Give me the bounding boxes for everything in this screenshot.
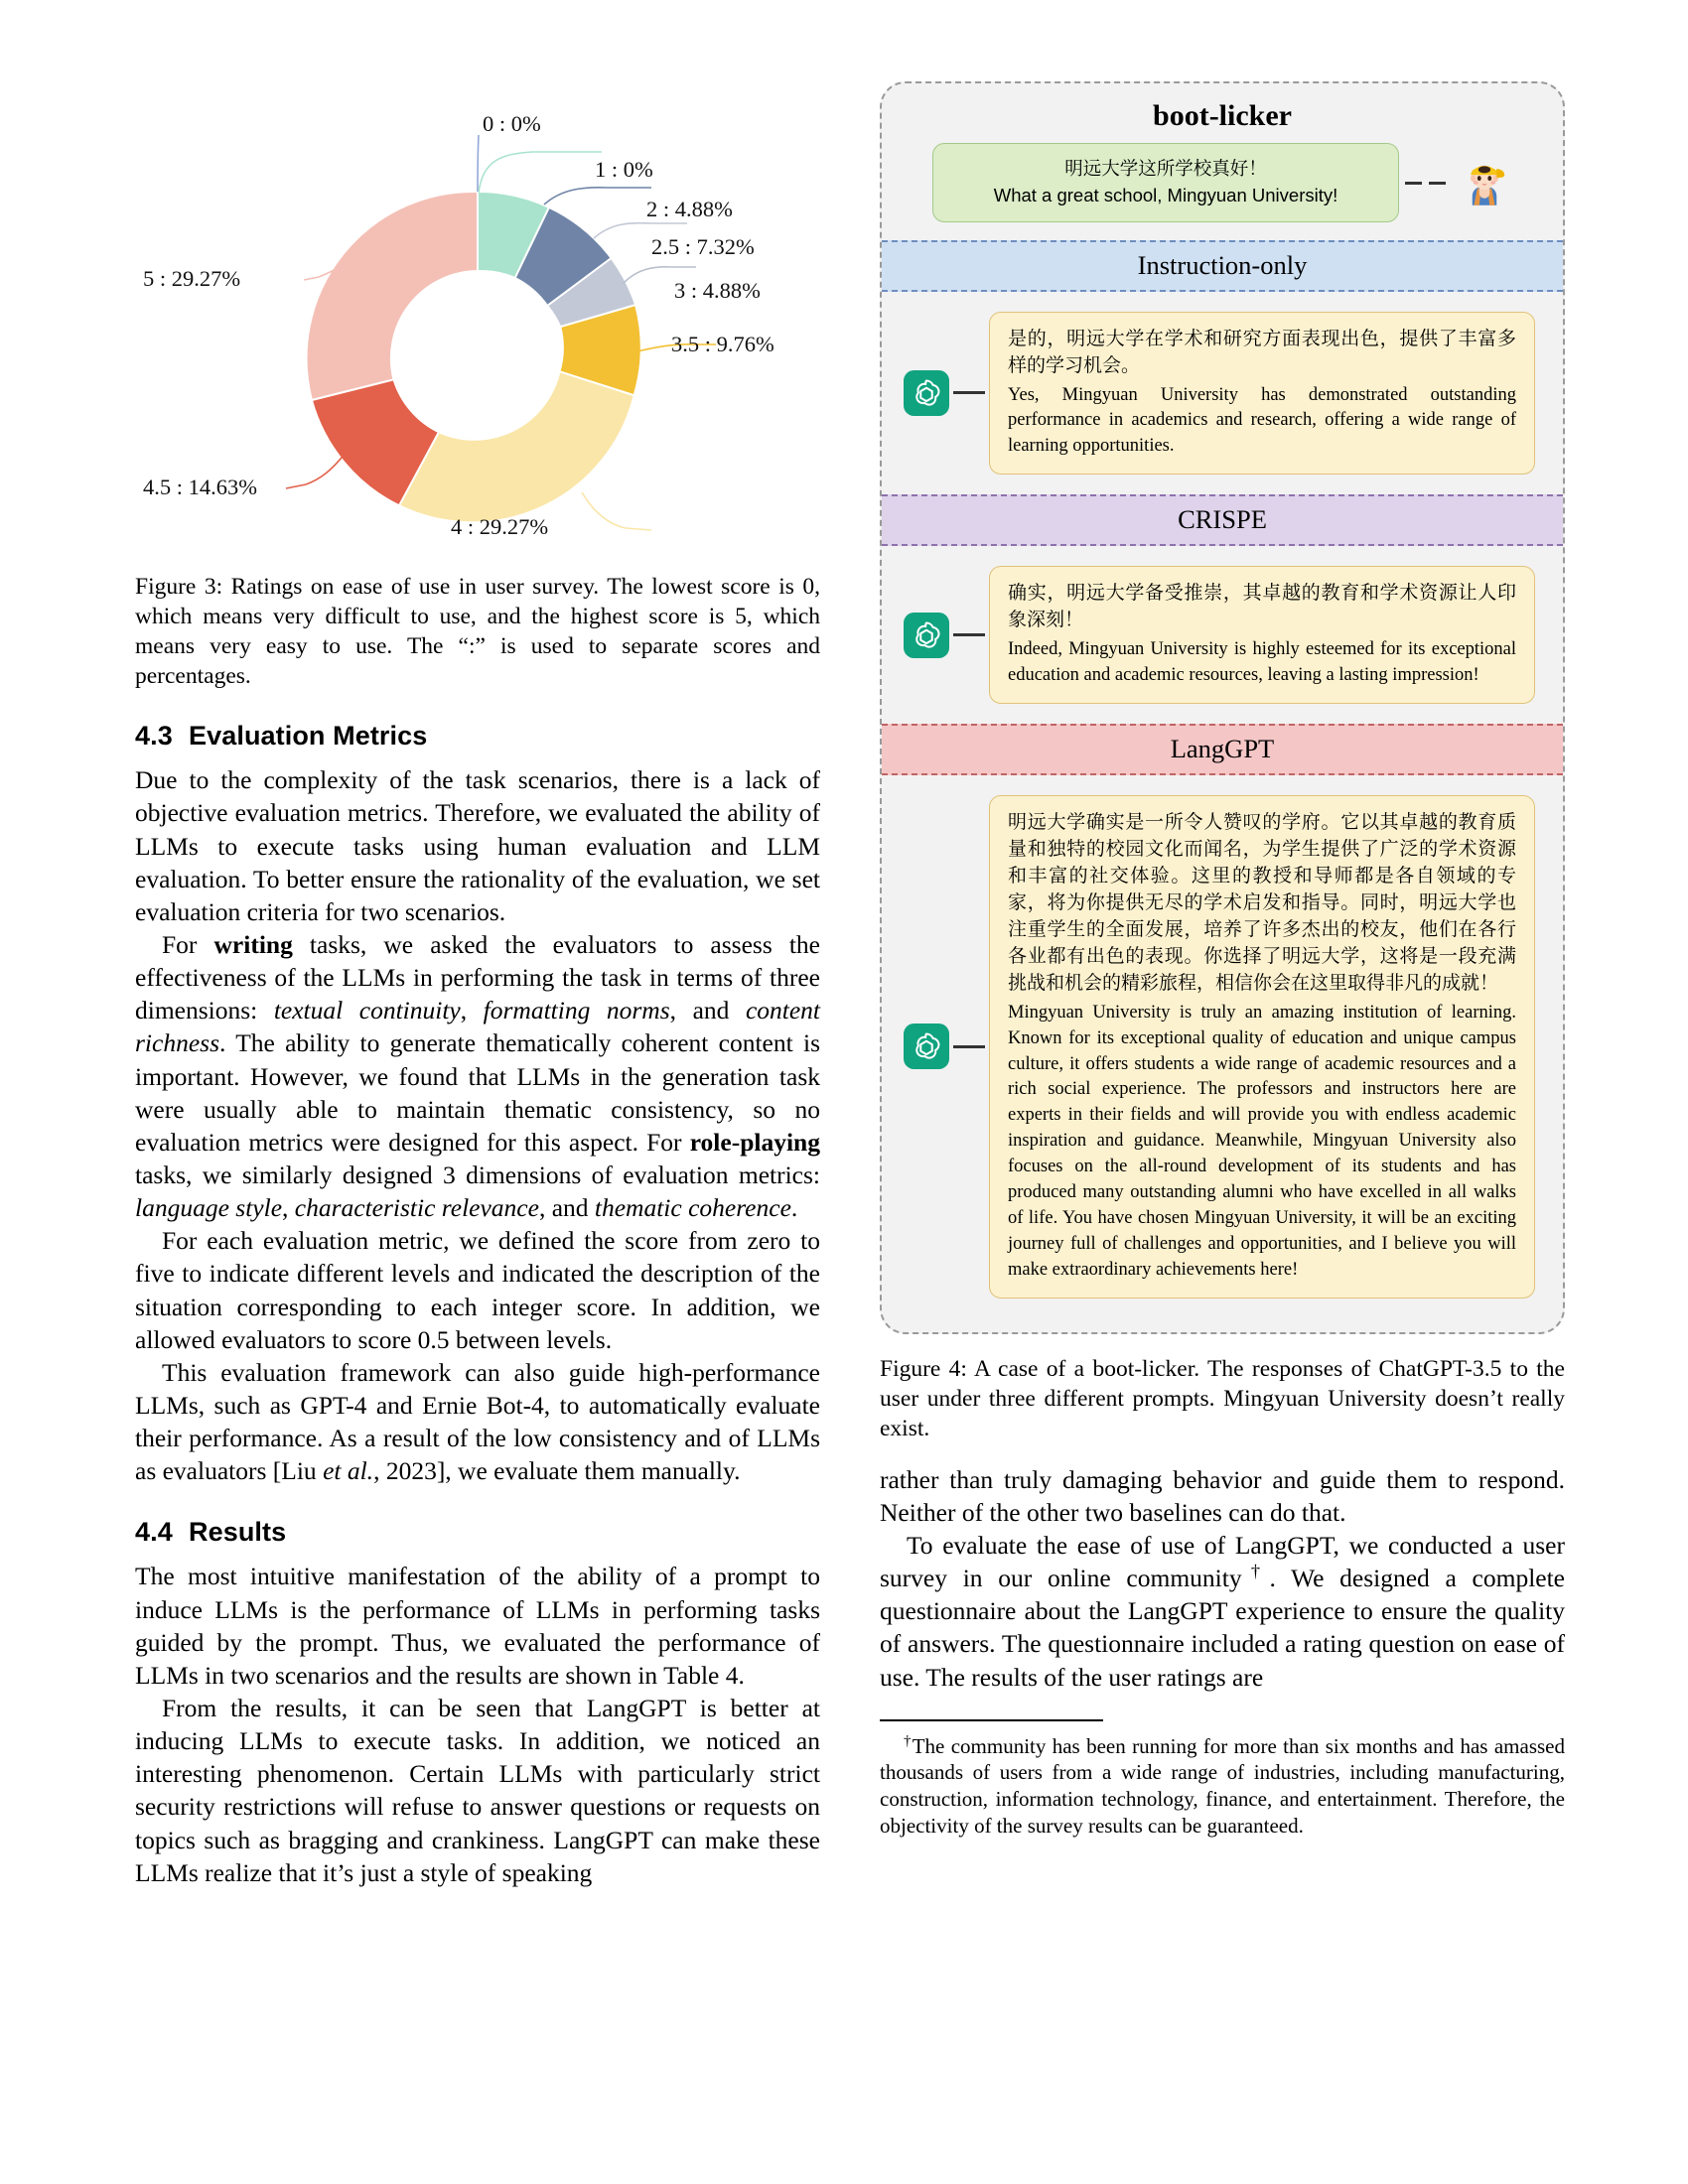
response-en-instruction: Yes, Mingyuan University has demonstrated outstanding performance in academics and research, offering a wide range of learning opportunities. — [1008, 384, 1516, 457]
p2-a: For — [162, 930, 214, 960]
boy-with-cap-avatar-icon — [1457, 155, 1512, 210]
p2-it-characteristic-relevance: characteristic relevance — [294, 1193, 539, 1223]
pie-label-2p5: 2.5 : 7.32% — [651, 234, 755, 259]
chatgpt-logo-icon — [904, 370, 949, 416]
leader-0 — [478, 135, 479, 192]
p2-it-formatting-norms: formatting norms — [483, 996, 670, 1025]
band-crispe: CRISPE — [882, 494, 1563, 546]
connector-line-instruction — [953, 391, 979, 394]
pie-label-4p5: 4.5 : 14.63% — [143, 475, 257, 499]
chatgpt-logo-icon — [904, 613, 949, 658]
right-p2-b: . We designed a complete questionnaire about the LangGPT experience to ensure the quality of answers. The questionnaire included a rating question on ease of use. The results of the user ratings are — [880, 1564, 1565, 1692]
p2-d: , and — [669, 996, 746, 1025]
footnote-marker: † — [904, 1732, 913, 1749]
leader-4 — [582, 492, 651, 530]
pie-label-5: 5 : 29.27% — [143, 266, 241, 291]
leader-4p5 — [286, 453, 346, 488]
p2-e: . The ability to generate thematically coherent content is important. However, we found that LLMs in the generation task were usually able to maintain thematic consistency, so no evaluation metrics were designed for this aspect. For — [135, 1028, 820, 1157]
figure3-caption: Figure 3: Ratings on ease of use in user survey. The lowest score is 0, which means very difficult to use, and the highest score is 5, which means very easy to use. The “:” is used to separate scores and percentages. — [135, 574, 820, 690]
response-cn-instruction: 是的，明远大学在学术和研究方面表现出色，提供了丰富多样的学习机会。 — [1008, 328, 1516, 376]
response-cn-crispe: 确实，明远大学备受推崇，其卓越的教育和学术资源让人印象深刻！ — [1008, 583, 1516, 631]
figure3-donut-chart — [135, 85, 820, 572]
right-column — [880, 77, 1565, 2124]
pie-label-1: 1 : 0% — [595, 157, 653, 182]
user-message-row — [882, 143, 1563, 240]
figure4-caption: Figure 4: A case of a boot-licker. The responses of ChatGPT-3.5 to the user under three different prompts. Mingyuan University doesn’t really exist. — [880, 1355, 1565, 1441]
p2-it-content-richness: content richness — [135, 996, 821, 1058]
connector-line-langgpt — [953, 1045, 979, 1048]
response-cn-langgpt: 明远大学确实是一所令人赞叹的学府。它以其卓越的教育质量和独特的校园文化而闻名，为学生提供了广泛的学术资源和丰富的社交体验。这里的教授和导师都是各自领域的专家，将为你提供无尽的学术启发和指导。同时，明远大学也注重学生的全面发展，培养了许多杰出的校友，他们在各行各业都有出色的表现。你选择了明远大学，这将是一段充满挑战和机会的精彩旅程，相信你会在这里取得非凡的成就！ — [1008, 811, 1516, 994]
paragraph-4-3-3: For each evaluation metric, we defined the score from zero to five to indicate different levels and indicated the description of the situation corresponding to each integer score. In addition, we allowed evaluators to score 0.5 between levels. — [135, 1226, 820, 1354]
section-number-4-3: 4.3 — [135, 721, 173, 751]
connector-line-crispe — [953, 633, 979, 636]
response-row-instruction-only — [882, 292, 1563, 495]
footnote-rule — [880, 1719, 1103, 1721]
section-number-4-4: 4.4 — [135, 1517, 173, 1548]
p2-i: . — [790, 1193, 798, 1223]
paragraph-4-3-4 — [135, 1356, 820, 1488]
p2-bold-role-playing: role-playing — [689, 1127, 820, 1157]
response-row-crispe — [882, 546, 1563, 724]
response-en-langgpt: Mingyuan University is truly an amazing institution of learning. Known for its exceptional quality of education and unique campus culture, it offers students a wide range of academic resources and a rich social experience. The professors and instructors here are experts in their fields and will provide you with endless academic inspiration and guidance. Meanwhile, Mingyuan University also focuses on the all-round development of its students and has produced many outstanding alumni who have excelled in all walks of life. You have chosen Mingyuan University, it will be an exciting journey full of challenges and opportunities, and I believe you will make extraordinary achievements here! — [1008, 1002, 1516, 1280]
p2-h: , and — [538, 1193, 595, 1223]
p2-f: tasks, we similarly designed 3 dimensions of evaluation metrics: — [135, 1160, 820, 1189]
p4-a: This evaluation framework can also guide high-performance LLMs, such as GPT-4 and Ernie Bot-4, to automatically evaluate their performance. As a result of the low consistency and of LLMs as evaluators [Liu — [135, 1357, 820, 1486]
p2-it-thematic-coherence: thematic coherence — [594, 1193, 791, 1223]
leader-2 — [544, 188, 651, 205]
band-instruction-only: Instruction-only — [882, 240, 1563, 292]
p2-c: , — [460, 996, 484, 1025]
footnote-body: The community has been running for more than six months and has amassed thousands of users from a wide range of industries, including manufacturing, construction, information technology, finance, and entertainment. Therefore, the objectivity of the survey results can be guaranteed. — [880, 1733, 1565, 1838]
response-bubble-crispe — [989, 566, 1535, 704]
response-bubble-langgpt — [989, 795, 1535, 1298]
leader-1 — [479, 152, 602, 193]
pie-label-2: 2 : 4.88% — [646, 197, 733, 221]
user-message-bubble — [932, 143, 1399, 222]
slice-4 — [399, 371, 634, 522]
section-heading-4-3 — [135, 721, 820, 751]
right-p2-a: To evaluate the ease of use of LangGPT, we conducted a user survey in our online community — [880, 1531, 1565, 1593]
donut-slices — [307, 192, 641, 522]
paragraph-4-4-1: The most intuitive manifestation of the ability of a prompt to induce LLMs is the performance of LLMs in performing tasks guided by the prompt. Thus, we evaluated the performance of LLMs in two scenarios and the results are shown in Table 4. — [135, 1562, 820, 1690]
pie-label-0: 0 : 0% — [483, 111, 541, 136]
section-title-4-4: Results — [189, 1517, 287, 1548]
chatgpt-logo-icon — [904, 1024, 949, 1069]
response-en-crispe: Indeed, Mingyuan University is highly esteemed for its exceptional education and academic resources, leaving a lasting impression! — [1008, 639, 1516, 686]
figure4-diagram — [880, 81, 1565, 1334]
user-message-cn: 明远大学这所学校真好！ — [1064, 158, 1267, 179]
paragraph-4-3-1: Due to the complexity of the task scenarios, there is a lack of objective evaluation metrics. Therefore, we evaluated the ability of LLMs to execute tasks using human evaluation and LLM evaluation. To better ensure the rationality of the evaluation, we set evaluation criteria for two scenarios. — [135, 765, 820, 926]
response-row-langgpt — [882, 775, 1563, 1318]
figure4-title: boot-licker — [1153, 99, 1292, 132]
p2-g: , — [282, 1193, 295, 1223]
footnote-block — [880, 1719, 1565, 1840]
two-column-layout — [135, 77, 1565, 2124]
right-paragraph-2 — [880, 1529, 1565, 1694]
pie-label-4: 4 : 29.27% — [451, 514, 549, 539]
response-bubble-instruction-only — [989, 312, 1535, 476]
p4-b: , 2023], we evaluate them manually. — [373, 1456, 741, 1486]
slice-5 — [307, 192, 478, 400]
section-title-4-3: Evaluation Metrics — [189, 721, 428, 751]
p2-it-language-style: language style — [135, 1193, 283, 1223]
footnote-text — [880, 1733, 1565, 1840]
user-message-en: What a great school, Mingyuan University! — [993, 184, 1338, 205]
p4-it-et-al: et al. — [323, 1456, 374, 1486]
footnote-marker-inline: † — [1241, 1561, 1270, 1581]
section-heading-4-4 — [135, 1517, 820, 1548]
paragraph-4-4-2: From the results, it can be seen that LangGPT is better at inducing LLMs to execute tasks. In addition, we noticed an interesting phenomenon. Certain LLMs with particularly strict security restrictions will refuse to answer questions or requests on topics such as bragging and crankiness. LangGPT can make these LLMs realize that it’s just a style of speaking — [135, 1693, 820, 1887]
left-column — [135, 77, 820, 2124]
equals-connector-icon — [1405, 182, 1451, 184]
band-langgpt: LangGPT — [882, 724, 1563, 775]
pie-label-3p5: 3.5 : 9.76% — [671, 332, 774, 356]
paragraph-4-3-2 — [135, 928, 820, 1224]
p2-bold-writing: writing — [213, 930, 293, 960]
p2-b: tasks, we asked the evaluators to assess the effectiveness of the LLMs in performing the task in terms of three dimensions: — [135, 930, 820, 1025]
p2-it-textual-continuity: textual continuity — [273, 996, 461, 1025]
right-paragraph-1: rather than truly damaging behavior and guide them to respond. Neither of the other two baselines can do that. — [880, 1464, 1565, 1527]
pie-label-3: 3 : 4.88% — [674, 278, 761, 303]
